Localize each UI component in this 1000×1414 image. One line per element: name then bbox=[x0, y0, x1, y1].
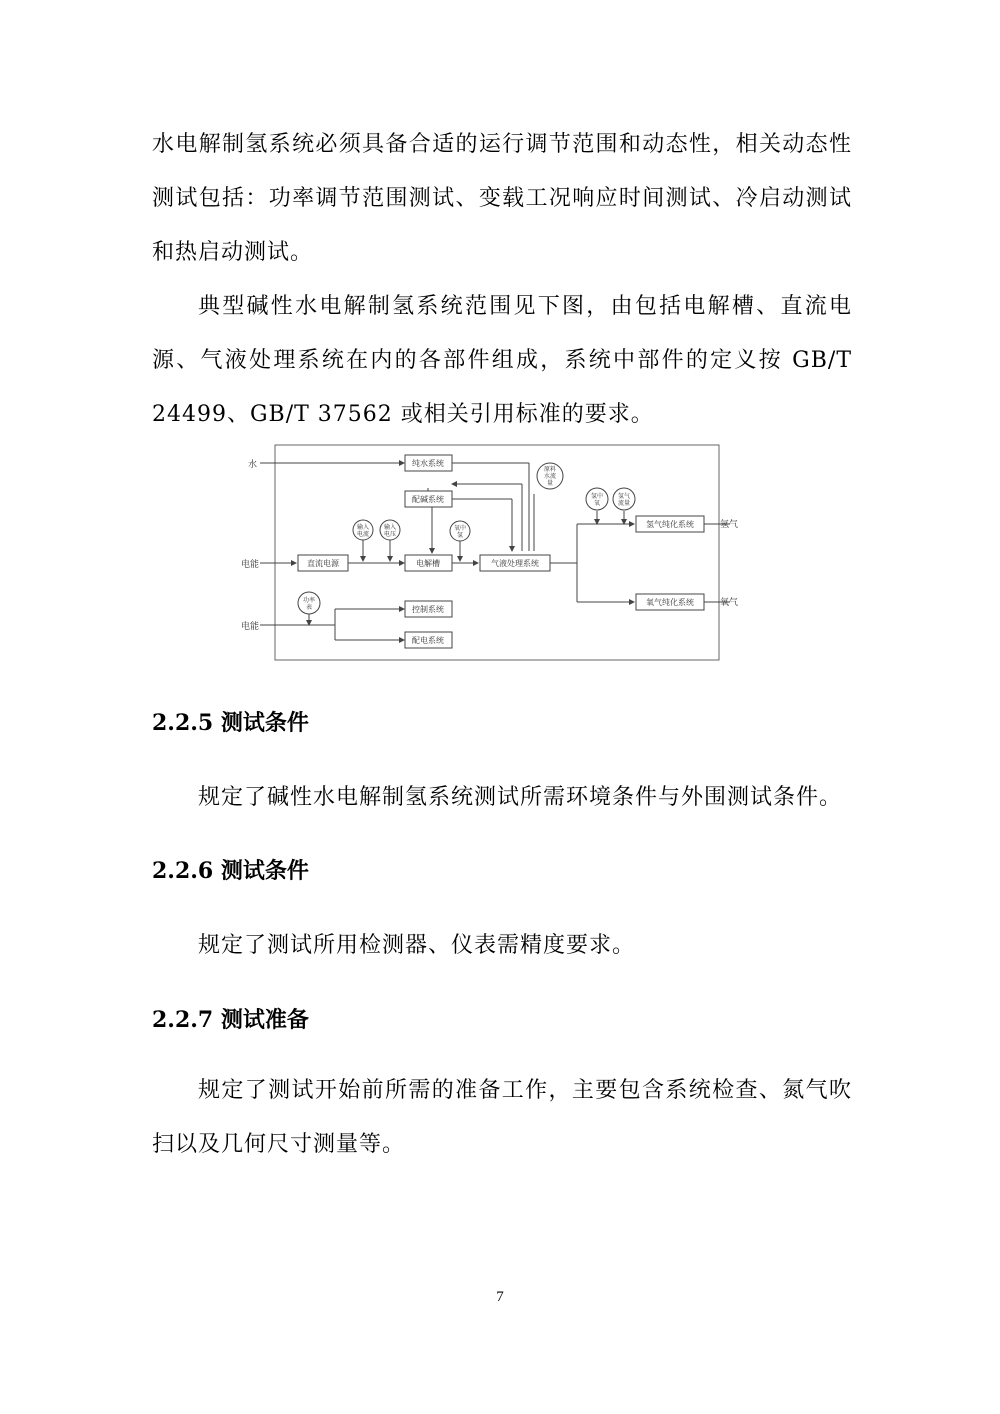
svg-text:电流: 电流 bbox=[356, 531, 370, 538]
box-o2-purify: 氧气纯化系统 bbox=[646, 598, 694, 607]
svg-text:氧: 氧 bbox=[593, 500, 601, 507]
section-body-227: 规定了测试开始前所需的准备工作，主要包含系统检查、氮气吹扫以及几何尺寸测量等。 bbox=[152, 1078, 852, 1157]
svg-text:量: 量 bbox=[546, 480, 554, 487]
section-body-225: 规定了碱性水电解制氢系统测试所需环境条件与外围测试条件。 bbox=[198, 785, 843, 810]
output-oxygen: 氧气 bbox=[720, 598, 739, 608]
intro-paragraph: 水电解制氢系统必须具备合适的运行调节范围和动态性，相关动态性测试包括：功率调节范围测试、变载工况响应时间测试、冷启动测试和热启动测试。 bbox=[152, 132, 852, 265]
box-alkali-prep: 配碱系统 bbox=[412, 495, 444, 504]
box-pure-water: 纯水系统 bbox=[412, 459, 444, 468]
page-number: 7 bbox=[496, 1289, 504, 1305]
box-power-dist: 配电系统 bbox=[412, 636, 444, 645]
svg-text:功率: 功率 bbox=[302, 597, 316, 604]
input-power-label-2: 电能 bbox=[241, 622, 260, 632]
svg-text:电压: 电压 bbox=[383, 531, 397, 538]
system-paragraph: 典型碱性水电解制氢系统范围见下图，由包括电解槽、直流电源、气液处理系统在内的各部件组成，系统中部件的定义按 GB/T 24499、GB/T 37562 或相关引用标准的要求。 bbox=[152, 294, 852, 427]
svg-text:表: 表 bbox=[305, 604, 313, 611]
section-heading-225: 2.2.5 测试条件 bbox=[152, 710, 309, 736]
box-gas-liquid: 气液处理系统 bbox=[491, 559, 539, 568]
svg-text:氢气: 氢气 bbox=[617, 493, 631, 500]
output-hydrogen: 氢气 bbox=[720, 520, 739, 530]
system-block-diagram bbox=[232, 444, 739, 662]
svg-text:原料: 原料 bbox=[543, 466, 557, 473]
section-heading-226: 2.2.6 测试条件 bbox=[152, 858, 309, 884]
section-heading-227: 2.2.7 测试准备 bbox=[152, 1007, 309, 1033]
box-control: 控制系统 bbox=[412, 605, 444, 614]
input-water-label: 水 bbox=[248, 460, 258, 470]
svg-text:输入: 输入 bbox=[356, 524, 370, 531]
meter-h2-flow bbox=[618, 492, 630, 507]
svg-text:氧中: 氧中 bbox=[453, 525, 467, 532]
svg-text:氢: 氢 bbox=[456, 532, 464, 539]
input-power-label-1: 电能 bbox=[241, 560, 260, 570]
svg-text:水流: 水流 bbox=[543, 473, 557, 480]
box-dc-power: 直流电源 bbox=[307, 559, 339, 568]
svg-text:输入: 输入 bbox=[383, 524, 397, 531]
meter-input-current bbox=[357, 523, 369, 538]
svg-text:流量: 流量 bbox=[617, 500, 631, 507]
box-electrolyzer: 电解槽 bbox=[416, 559, 440, 568]
svg-text:氢中: 氢中 bbox=[590, 493, 604, 500]
section-body-226: 规定了测试所用检测器、仪表需精度要求。 bbox=[198, 933, 636, 958]
meter-input-voltage bbox=[384, 523, 396, 538]
box-h2-purify: 氢气纯化系统 bbox=[646, 520, 694, 529]
